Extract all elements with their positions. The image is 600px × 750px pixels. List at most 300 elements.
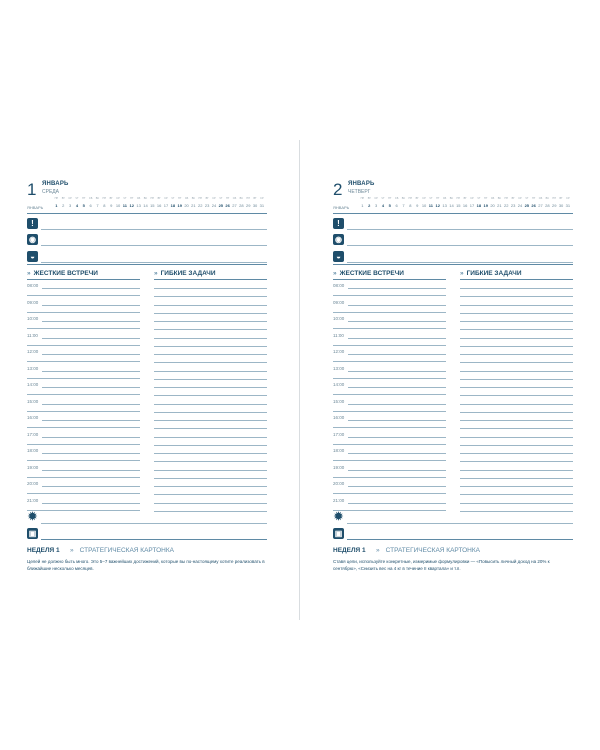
writing-line[interactable] (154, 420, 267, 421)
mini-calendar-weekday: ВТ (511, 197, 515, 200)
writing-line[interactable] (348, 321, 446, 322)
mini-calendar-day[interactable]: 20 (490, 203, 495, 208)
mini-calendar-day[interactable]: 16 (462, 203, 468, 208)
writing-line[interactable] (460, 412, 573, 413)
writing-line[interactable] (348, 371, 446, 372)
writing-line[interactable] (460, 354, 573, 355)
writing-line[interactable] (460, 437, 573, 438)
weekday-name: СРЕДА (42, 189, 60, 195)
writing-line[interactable] (154, 453, 267, 454)
writing-line[interactable] (333, 328, 446, 329)
writing-line[interactable] (154, 461, 267, 462)
mini-calendar-day[interactable]: 21 (497, 203, 502, 208)
mini-calendar-weekday: СР (260, 197, 264, 200)
mini-calendar-weekday: СБ (184, 197, 189, 200)
writing-line[interactable] (460, 379, 573, 380)
mini-calendar-day[interactable]: 29 (551, 203, 557, 208)
mini-calendar-weekday: СР (374, 197, 378, 200)
writing-line[interactable] (333, 295, 446, 296)
mini-calendar-day[interactable]: 28 (239, 203, 244, 208)
writing-line[interactable] (333, 279, 446, 280)
writing-line[interactable] (154, 296, 267, 297)
writing-line[interactable] (333, 460, 446, 461)
writing-line[interactable] (460, 279, 573, 280)
time-slot-label: 15:00 (333, 398, 345, 404)
writing-line[interactable] (347, 245, 573, 246)
mini-calendar-day[interactable]: 4 (381, 203, 385, 208)
writing-line[interactable] (347, 229, 573, 230)
writing-line[interactable] (42, 387, 140, 388)
writing-line[interactable] (348, 453, 446, 454)
writing-line[interactable] (27, 328, 140, 329)
writing-line[interactable] (27, 264, 267, 265)
chevron-right-icon: » (27, 270, 31, 277)
mini-calendar-day[interactable]: 15 (150, 203, 155, 208)
mini-calendar-weekday: ВС (401, 197, 406, 200)
writing-line[interactable] (333, 378, 446, 379)
writing-line[interactable] (154, 313, 267, 314)
mini-calendar-day[interactable]: 12 (129, 203, 134, 208)
mini-calendar-day[interactable]: 14 (449, 203, 454, 208)
chevron-right-icon: » (333, 270, 337, 277)
writing-line[interactable] (27, 427, 140, 428)
mini-calendar-day[interactable]: 30 (558, 203, 564, 208)
mini-calendar-day[interactable]: 21 (191, 203, 196, 208)
mini-calendar-weekday: СБ (442, 197, 447, 200)
month-name: ЯНВАРЬ (42, 181, 69, 187)
writing-line[interactable] (333, 264, 573, 265)
mini-calendar-weekday: ЧТ (123, 197, 127, 200)
mini-calendar-weekday: СБ (136, 197, 141, 200)
writing-line[interactable] (27, 394, 140, 395)
time-slot-label: 21:00 (27, 497, 39, 503)
mini-calendar-weekday: СБ (538, 197, 543, 200)
mini-calendar-day[interactable]: 10 (115, 203, 121, 208)
writing-line[interactable] (154, 354, 267, 355)
writing-line[interactable] (460, 288, 573, 289)
writing-line[interactable] (460, 395, 573, 396)
writing-line[interactable] (333, 411, 446, 412)
writing-line[interactable] (460, 329, 573, 330)
writing-line[interactable] (348, 503, 446, 504)
elephant-icon: ◒ (27, 251, 38, 262)
writing-line[interactable] (154, 362, 267, 363)
writing-line[interactable] (154, 503, 267, 504)
mini-calendar-day[interactable]: 28 (545, 203, 550, 208)
mini-calendar-day[interactable]: 5 (388, 203, 391, 208)
writing-line[interactable] (27, 361, 140, 362)
writing-line[interactable] (154, 387, 267, 388)
elephant-icon: ◒ (333, 251, 344, 262)
mini-calendar-weekday: ПН (198, 197, 203, 200)
mini-calendar-day[interactable]: 15 (456, 203, 461, 208)
writing-line[interactable] (460, 486, 573, 487)
time-slot-label: 18:00 (333, 448, 345, 453)
writing-line[interactable] (348, 437, 446, 438)
mini-calendar-weekday: ЧТ (381, 197, 385, 200)
writing-line[interactable] (460, 362, 573, 363)
time-slot-label: 19:00 (333, 464, 345, 470)
time-slot-label: 11:00 (333, 332, 344, 338)
mini-calendar-weekday: ВС (239, 197, 244, 200)
writing-line[interactable] (154, 338, 267, 339)
mini-calendar-weekday: СР (422, 197, 426, 200)
mini-calendar (359, 197, 573, 213)
writing-line[interactable] (27, 510, 140, 511)
writing-line[interactable] (154, 437, 267, 438)
mini-calendar-weekday: ПТ (130, 197, 134, 200)
writing-line[interactable] (348, 305, 446, 306)
sun-icon: ✹ (27, 511, 38, 523)
writing-line[interactable] (42, 486, 140, 487)
mini-calendar-weekday: ПН (54, 197, 59, 200)
writing-line[interactable] (27, 213, 267, 214)
time-slot-label: 15:00 (27, 398, 39, 404)
gift-icon: ▣ (334, 529, 343, 538)
exclamation-icon: ! (27, 218, 38, 229)
writing-line[interactable] (27, 444, 140, 445)
time-slot-label: 19:00 (27, 464, 39, 470)
writing-line[interactable] (41, 539, 267, 540)
writing-line[interactable] (41, 229, 267, 230)
mini-calendar-day[interactable]: 3 (68, 203, 72, 208)
writing-line[interactable] (348, 404, 446, 405)
mini-calendar-weekday: ЧТ (525, 197, 529, 200)
writing-line[interactable] (333, 361, 446, 362)
writing-line[interactable] (333, 312, 446, 313)
mini-calendar-day[interactable]: 27 (232, 203, 237, 208)
time-slot-label: 09:00 (27, 299, 39, 305)
mini-calendar-weekday: СБ (490, 197, 495, 200)
frog-icon: ◉ (27, 234, 38, 245)
writing-line[interactable] (42, 453, 140, 454)
time-slot-label: 14:00 (333, 382, 345, 387)
writing-line[interactable] (333, 510, 446, 511)
mini-calendar-weekday: ПН (456, 197, 461, 200)
writing-line[interactable] (42, 503, 140, 504)
writing-line[interactable] (333, 394, 446, 395)
mini-calendar-weekday: ПН (246, 197, 250, 200)
mini-calendar-day[interactable]: 26 (531, 203, 536, 208)
mini-calendar-weekday: СР (68, 197, 72, 200)
writing-line[interactable] (154, 305, 267, 306)
mini-calendar-weekday: ПТ (484, 197, 488, 200)
mini-calendar-weekday: ВТ (559, 197, 563, 200)
hard-meetings-label: ЖЕСТКИЕ ВСТРЕЧИ (339, 270, 404, 277)
writing-line[interactable] (460, 420, 573, 421)
mini-calendar-day[interactable]: 13 (442, 203, 447, 208)
mini-calendar-day[interactable]: 7 (96, 203, 99, 208)
mini-calendar-weekday: СБ (232, 197, 237, 200)
writing-line[interactable] (333, 444, 446, 445)
mini-calendar-weekday: ВТ (205, 197, 209, 200)
writing-line[interactable] (333, 427, 446, 428)
planner-page-left (27, 178, 267, 578)
mini-calendar-weekday: ВТ (109, 197, 113, 200)
writing-line[interactable] (27, 279, 140, 280)
writing-line[interactable] (42, 338, 140, 339)
writing-line[interactable] (460, 387, 573, 388)
mini-calendar-day[interactable]: 30 (252, 203, 258, 208)
mini-calendar-day[interactable]: 17 (469, 203, 475, 208)
mini-calendar-weekday: СБ (88, 197, 93, 200)
hard-meetings-label: ЖЕСТКИЕ ВСТРЕЧИ (33, 270, 98, 277)
mini-calendar-day[interactable]: 1 (55, 203, 58, 208)
mini-calendar-weekday: ПН (504, 197, 509, 200)
mini-calendar-day[interactable]: 9 (416, 203, 419, 208)
writing-line[interactable] (27, 312, 140, 313)
mini-calendar-day[interactable]: 25 (218, 203, 224, 208)
strategy-card-label: СТРАТЕГИЧЕСКАЯ КАРТОНКА (79, 547, 174, 554)
time-slot-label: 08:00 (27, 283, 39, 288)
writing-line[interactable] (154, 288, 267, 289)
writing-line[interactable] (27, 460, 140, 461)
mini-calendar-weekday: ЧТ (429, 197, 433, 200)
mini-calendar-day[interactable]: 10 (421, 203, 427, 208)
time-slot-label: 20:00 (27, 481, 39, 486)
writing-line[interactable] (460, 478, 573, 479)
writing-line[interactable] (460, 461, 573, 462)
writing-line[interactable] (154, 486, 267, 487)
mini-calendar-weekday: ПН (150, 197, 155, 200)
mini-calendar-day[interactable]: 2 (62, 203, 65, 208)
time-slot-label: 14:00 (27, 382, 39, 387)
writing-line[interactable] (42, 354, 140, 355)
writing-line[interactable] (42, 404, 140, 405)
writing-line[interactable] (154, 371, 267, 372)
mini-calendar-day[interactable]: 20 (184, 203, 189, 208)
time-slot-label: 16:00 (333, 415, 345, 420)
mini-calendar-day[interactable]: 16 (156, 203, 162, 208)
writing-line[interactable] (154, 379, 267, 380)
writing-line[interactable] (154, 329, 267, 330)
mini-calendar-day[interactable]: 7 (402, 203, 405, 208)
writing-line[interactable] (333, 493, 446, 494)
writing-line[interactable] (27, 345, 140, 346)
mini-calendar-weekday: ПТ (225, 197, 230, 200)
mini-calendar-day[interactable]: 26 (225, 203, 230, 208)
writing-line[interactable] (42, 437, 140, 438)
time-slot-label: 17:00 (27, 431, 39, 437)
writing-line[interactable] (154, 445, 267, 446)
writing-line[interactable] (460, 470, 573, 471)
mini-calendar-month: ЯНВАРЬ (333, 205, 350, 210)
day-number: 2 (333, 180, 343, 199)
mini-calendar-day[interactable]: 23 (510, 203, 516, 208)
writing-line[interactable] (42, 321, 140, 322)
weekday-name: ЧЕТВЕРГ (348, 189, 371, 195)
mini-calendar-day[interactable]: 27 (538, 203, 543, 208)
writing-line[interactable] (154, 470, 267, 471)
time-slot-label: 21:00 (333, 497, 345, 503)
writing-line[interactable] (42, 470, 140, 471)
writing-line[interactable] (154, 511, 267, 512)
mini-calendar-day[interactable]: 31 (565, 203, 571, 208)
mini-calendar-day[interactable]: 11 (428, 203, 434, 208)
frog-icon: ◉ (333, 234, 344, 245)
mini-calendar-day[interactable]: 3 (374, 203, 378, 208)
time-slot-label: 11:00 (27, 332, 38, 338)
time-slot-label: 12:00 (333, 349, 345, 354)
writing-line[interactable] (154, 478, 267, 479)
writing-line[interactable] (348, 354, 446, 355)
writing-line[interactable] (460, 313, 573, 314)
writing-line[interactable] (460, 511, 573, 512)
mini-calendar (53, 197, 267, 213)
writing-line[interactable] (154, 412, 267, 413)
writing-line[interactable] (154, 346, 267, 347)
writing-line[interactable] (460, 503, 573, 504)
chevron-right-icon: » (376, 547, 380, 554)
time-slot-label: 13:00 (27, 365, 39, 371)
writing-line[interactable] (460, 346, 573, 347)
mini-calendar-day[interactable]: 6 (395, 203, 398, 208)
writing-line[interactable] (333, 477, 446, 478)
mini-calendar-weekday: ПН (102, 197, 107, 200)
mini-calendar-month: ЯНВАРЬ (27, 205, 44, 210)
mini-calendar-day[interactable]: 23 (204, 203, 210, 208)
writing-line[interactable] (347, 539, 573, 540)
writing-line[interactable] (348, 420, 446, 421)
mini-calendar-day[interactable]: 13 (136, 203, 141, 208)
writing-line[interactable] (27, 493, 140, 494)
writing-line[interactable] (348, 470, 446, 471)
writing-line[interactable] (42, 371, 140, 372)
mini-calendar-weekday: СР (566, 197, 570, 200)
mini-calendar-weekday: ЧТ (219, 197, 223, 200)
mini-calendar-day[interactable]: 8 (409, 203, 412, 208)
writing-line[interactable] (460, 371, 573, 372)
mini-calendar-weekday: СР (470, 197, 474, 200)
writing-line[interactable] (154, 404, 267, 405)
mini-calendar-day[interactable]: 24 (517, 203, 523, 208)
writing-line[interactable] (347, 523, 573, 524)
mini-calendar-weekday: СБ (394, 197, 399, 200)
writing-line[interactable] (460, 494, 573, 495)
writing-line[interactable] (347, 262, 573, 263)
writing-line[interactable] (27, 477, 140, 478)
writing-line[interactable] (460, 445, 573, 446)
time-slot-label: 18:00 (27, 448, 39, 453)
mini-calendar-day[interactable]: 1 (361, 203, 364, 208)
writing-line[interactable] (154, 494, 267, 495)
writing-line[interactable] (460, 321, 573, 322)
writing-line[interactable] (154, 321, 267, 322)
writing-line[interactable] (348, 387, 446, 388)
week-label: НЕДЕЛЯ 1 (333, 547, 366, 554)
flexible-tasks-label: ГИБКИЕ ЗАДАЧИ (160, 270, 216, 277)
time-slot-label: 09:00 (333, 299, 345, 305)
writing-line[interactable] (460, 453, 573, 454)
writing-line[interactable] (460, 296, 573, 297)
writing-line[interactable] (348, 486, 446, 487)
sun-icon: ✹ (333, 511, 344, 523)
writing-line[interactable] (333, 213, 573, 214)
writing-line[interactable] (42, 305, 140, 306)
mini-calendar-day[interactable]: 9 (110, 203, 113, 208)
writing-line[interactable] (154, 279, 267, 280)
hard-meetings-heading (333, 270, 404, 277)
mini-calendar-day[interactable]: 18 (170, 203, 176, 208)
writing-line[interactable] (333, 345, 446, 346)
month-name: ЯНВАРЬ (348, 181, 375, 187)
planner-page-right (333, 178, 573, 578)
mini-calendar-weekday: ВТ (367, 197, 371, 200)
mini-calendar-day[interactable]: 4 (75, 203, 79, 208)
time-slot-label: 10:00 (333, 316, 345, 321)
strategy-card-label: СТРАТЕГИЧЕСКАЯ КАРТОНКА (385, 547, 480, 554)
chevron-right-icon: » (70, 547, 74, 554)
mini-calendar-weekday: ПТ (82, 197, 86, 200)
time-slot-label: 16:00 (27, 415, 39, 420)
mini-calendar-weekday: ВТ (463, 197, 467, 200)
writing-line[interactable] (41, 245, 267, 246)
hard-meetings-heading (27, 270, 98, 277)
mini-calendar-weekday: СР (116, 197, 120, 200)
time-slot-label: 20:00 (333, 481, 345, 486)
writing-line[interactable] (41, 262, 267, 263)
mini-calendar-day[interactable]: 22 (504, 203, 509, 208)
mini-calendar-day[interactable]: 11 (122, 203, 128, 208)
mini-calendar-day[interactable]: 18 (476, 203, 482, 208)
mini-calendar-day[interactable]: 19 (177, 203, 182, 208)
mini-calendar-day[interactable]: 12 (435, 203, 440, 208)
mini-calendar-day[interactable]: 2 (368, 203, 371, 208)
writing-line[interactable] (27, 295, 140, 296)
mini-calendar-weekday: СР (164, 197, 168, 200)
writing-line[interactable] (41, 523, 267, 524)
mini-calendar-weekday: ПН (360, 197, 365, 200)
writing-line[interactable] (27, 411, 140, 412)
strategy-note: Ставя цели, используйте конкретные, измеримые формулировки — «Повысить личный доход на 20% к сентябрю», «Снизить вес на 4 кг в течение II квартала» и т.п. (333, 559, 550, 571)
mini-calendar-day[interactable]: 19 (483, 203, 488, 208)
time-slot-label: 10:00 (27, 316, 39, 321)
writing-line[interactable] (460, 338, 573, 339)
mini-calendar-weekday: ВС (191, 197, 196, 200)
mini-calendar-day[interactable]: 25 (524, 203, 530, 208)
writing-line[interactable] (348, 288, 446, 289)
mini-calendar-day[interactable]: 24 (211, 203, 217, 208)
mini-calendar-day[interactable]: 17 (163, 203, 169, 208)
mini-calendar-day[interactable]: 22 (198, 203, 203, 208)
writing-line[interactable] (42, 420, 140, 421)
mini-calendar-day[interactable]: 5 (82, 203, 85, 208)
writing-line[interactable] (460, 428, 573, 429)
writing-line[interactable] (154, 428, 267, 429)
mini-calendar-weekday: СР (518, 197, 522, 200)
mini-calendar-day[interactable]: 31 (259, 203, 265, 208)
flexible-tasks-label: ГИБКИЕ ЗАДАЧИ (466, 270, 522, 277)
time-slot-label: 12:00 (27, 349, 39, 354)
time-slot-label: 13:00 (333, 365, 345, 371)
writing-line[interactable] (348, 338, 446, 339)
mini-calendar-day[interactable]: 8 (103, 203, 106, 208)
writing-line[interactable] (42, 288, 140, 289)
mini-calendar-weekday: ПН (552, 197, 556, 200)
writing-line[interactable] (27, 378, 140, 379)
writing-line[interactable] (154, 395, 267, 396)
writing-line[interactable] (460, 305, 573, 306)
mini-calendar-weekday: ВС (143, 197, 148, 200)
mini-calendar-day[interactable]: 6 (89, 203, 92, 208)
writing-line[interactable] (460, 404, 573, 405)
mini-calendar-weekday: ПТ (178, 197, 182, 200)
mini-calendar-day[interactable]: 29 (245, 203, 251, 208)
mini-calendar-weekday: ЧТ (477, 197, 481, 200)
mini-calendar-weekday: ПН (408, 197, 413, 200)
week-label: НЕДЕЛЯ 1 (27, 547, 60, 554)
mini-calendar-day[interactable]: 14 (143, 203, 148, 208)
